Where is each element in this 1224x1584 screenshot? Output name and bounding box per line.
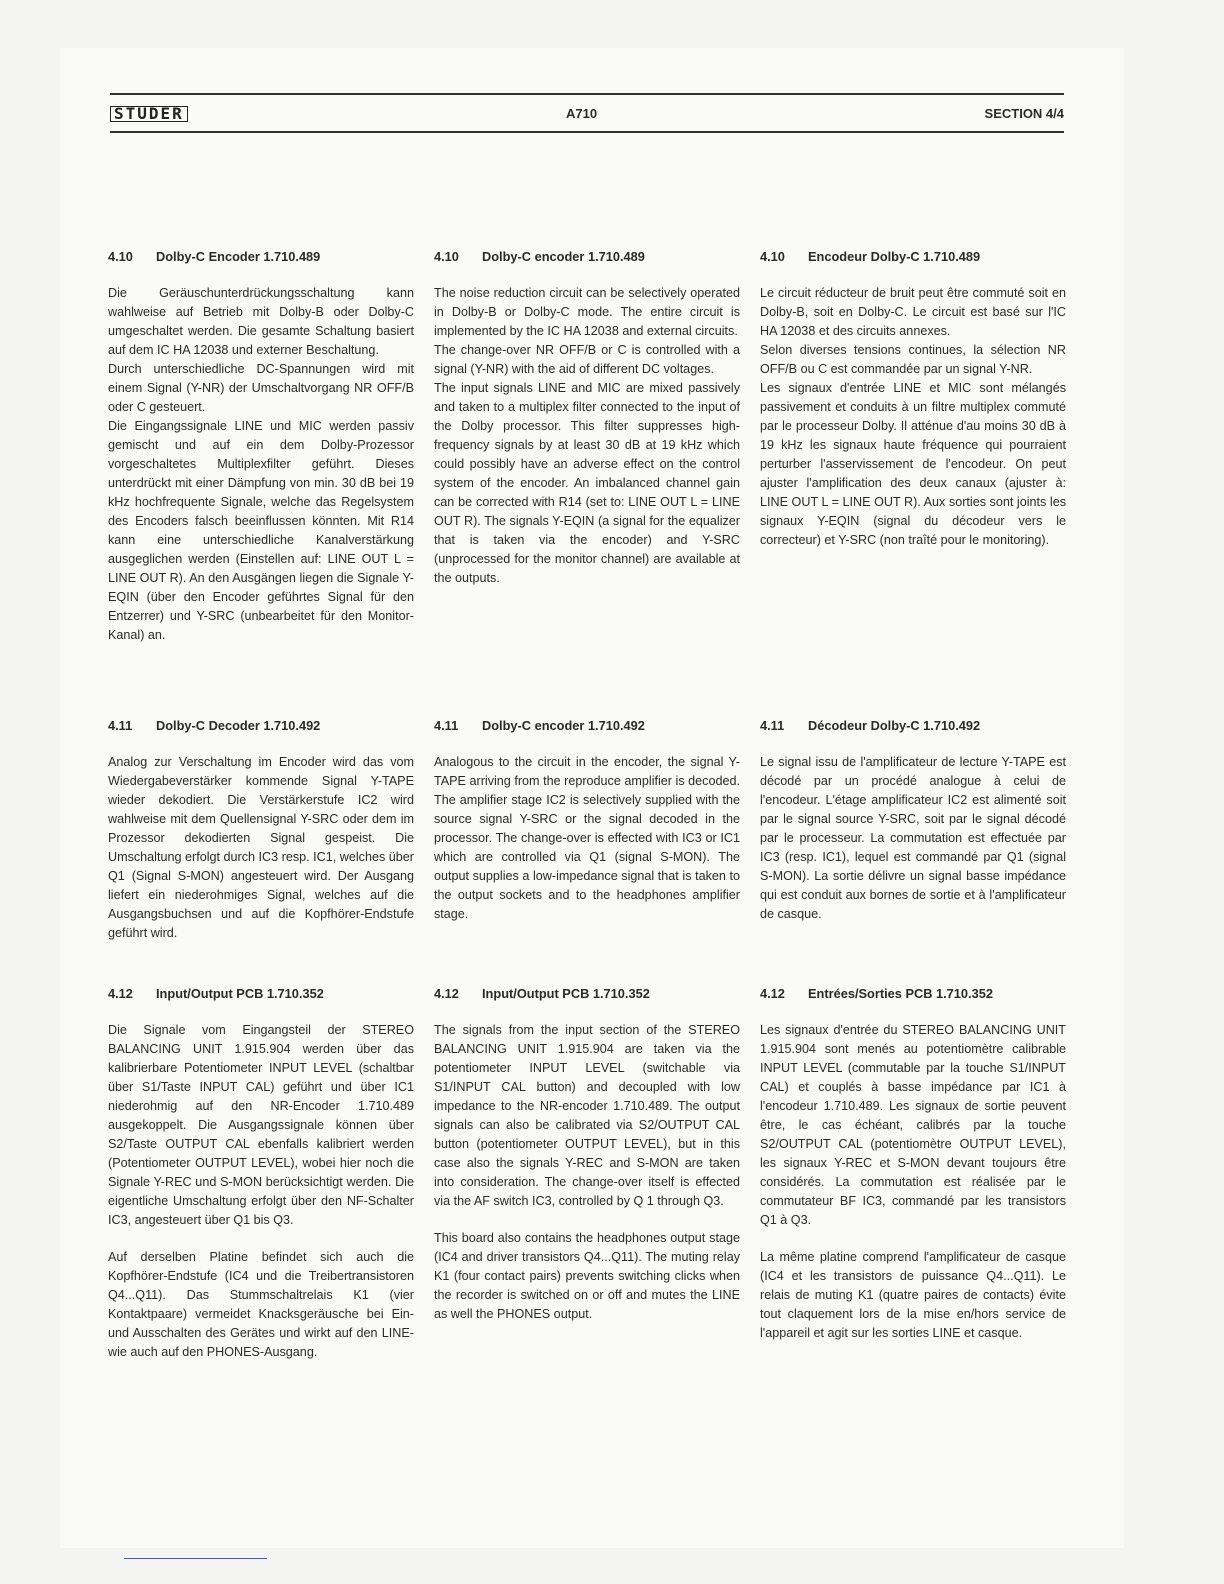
section-body [108,753,414,943]
section-4-10-fr [760,248,1066,550]
section-body [760,753,1066,924]
section-body [108,1021,414,1362]
section-body [434,284,740,588]
section-4-10-de [108,248,414,645]
section-4-12-de [108,985,414,1362]
section-heading: 4.12 Entrées/Sorties PCB 1.710.352 [760,986,993,1001]
model-label: A710 [566,106,598,121]
section-4-12-en [434,985,740,1324]
section-label: SECTION 4/4 [984,106,1064,121]
section-4-11-de [108,717,414,943]
paragraph: Die Signale vom Eingangsteil der STEREO BALANCING UNIT 1.915.904 werden über das kalibrierbare Potentiometer INPUT LEVEL (schaltbar über S1/Taste INPUT CAL) geführt und über IC1 niederohmig auf den NR-Encoder 1.710.489 ausgekoppelt. Die Ausgangssignale können über S2/Taste OUTPUT CAL ebenfalls kalibriert werden (Potentiometer OUTPUT LEVEL), wobei hier noch die Signale Y-REC und S-MON berücksichtigt werden. Die eigentliche Umschaltung erfolgt über den NF-Schalter IC3, angesteuert über Q1 bis Q3. [108,1023,414,1227]
header-rule-top [110,93,1064,95]
section-4-10-en [434,248,740,588]
section-body [434,753,740,924]
section-heading: 4.12 Input/Output PCB 1.710.352 [108,986,324,1001]
section-heading: 4.12 Input/Output PCB 1.710.352 [434,986,650,1001]
section-4-12-fr [760,985,1066,1343]
paragraph: La même platine comprend l'amplificateur de casque (IC4 et les transistors de puissance Q4...Q11). Le relais de muting K1 (quatre paires de contacts) évite tout claquement lors de la mise en/hors service de l'appareil et agit sur les sorties LINE et casque. [760,1250,1066,1340]
section-heading: 4.10 Dolby-C Encoder 1.710.489 [108,249,321,264]
paragraph: Analog zur Verschaltung im Encoder wird das vom Wiedergabeverstärker kommende Signal Y-TAPE wieder dekodiert. Die Verstärkerstufe IC2 wird wahlweise mit dem Quellensignal Y-SRC oder dem im Prozessor dekodierten Signal gespeist. Die Umschaltung erfolgt durch IC3 resp. IC1, welches über Q1 (Signal S-MON) angesteuert wird. Der Ausgang liefert ein niederohmiges Signal, welches auf die Ausgangsbuchsen und auf die Kopfhörer-Endstufe geführt wird. [108,755,414,940]
paragraph: Le circuit réducteur de bruit peut être commuté soit en Dolby-B, soit en Dolby-C. Le circuit est basé sur l'IC HA 12038 et des circuits annexes. [760,286,1066,338]
paragraph: Analogous to the circuit in the encoder, the signal Y-TAPE arriving from the reproduce amplifier is decoded. The amplifier stage IC2 is selectively supplied with the source signal Y-SRC or the signal decoded in the processor. The change-over is effected with IC3 or IC1 which are controlled via Q1 (signal S-MON). The output supplies a low-impedance signal that is taken to the output sockets and to the headphones amplifier stage. [434,755,740,921]
paragraph: The noise reduction circuit can be selectively operated in Dolby-B or Dolby-C mode. The entire circuit is implemented by the IC HA 12038 and external circuits. [434,286,740,338]
paragraph: The input signals LINE and MIC are mixed passively and taken to a multiplex filter connected to the input of the Dolby processor. This filter suppresses high-frequency signals by at least 30 dB at 19 kHz which could possibly have an adverse effect on the control system of the encoder. An imbalanced channel gain can be corrected with R14 (set to: LINE OUT L = LINE OUT R). The signals Y-EQIN (a signal for the equalizer that is taken via the encoder) and Y-SRC (unprocessed for the monitor channel) are available at the outputs. [434,381,740,585]
paragraph: Le signal issu de l'amplificateur de lecture Y-TAPE est décodé par un procédé analogue à celui de l'encodeur. L'étage amplificateur IC2 est alimenté soit par le signal source Y-SRC, soit par le signal décodé par le processeur. La commutation est effectuée par IC3 (resp. IC1), lequel est commandé par Q1 (signal S-MON). La sortie délivre un signal basse impédance qui est conduit aux bornes de sortie et à l'amplificateur de casque. [760,755,1066,921]
section-body [760,284,1066,550]
section-heading: 4.10 Encodeur Dolby-C 1.710.489 [760,249,981,264]
section-heading: 4.11 Dolby-C Decoder 1.710.492 [108,718,321,733]
header-rule-bottom [110,131,1064,133]
section-heading: 4.11 Décodeur Dolby-C 1.710.492 [760,718,981,733]
footnote-rule [124,1558,267,1559]
section-body [108,284,414,645]
paragraph: Durch unterschiedliche DC-Spannungen wird mit einem Signal (Y-NR) der Umschaltvorgang NR OFF/B oder C gesteuert. [108,362,414,414]
paragraph: The change-over NR OFF/B or C is controlled with a signal (Y-NR) with the aid of different DC voltages. [434,343,740,376]
paragraph: Auf derselben Platine befindet sich auch die Kopfhörer-Endstufe (IC4 und die Treibertransistoren Q4...Q11). Das Stummschaltrelais K1 (vier Kontaktpaare) vermeidet Knacksgeräusche bei Ein- und Ausschalten des Gerätes und wirkt auf den LINE- wie auch auf den PHONES-Ausgang. [108,1250,414,1359]
paragraph: Les signaux d'entrée du STEREO BALANCING UNIT 1.915.904 sont menés au potentiomètre calibrable INPUT LEVEL (commutable par la touche S1/INPUT CAL) et couplés à basse impédance par IC1 à l'encodeur 1.710.489. Les signaux de sortie peuvent être, le cas échéant, calibrés par la touche S2/OUTPUT CAL (potentiomètre OUTPUT LEVEL), les signaux Y-REC et S-MON devant toujours être considérés. La commutation est réalisée par le commutateur BF IC3, commandé par les transistors Q1 à Q3. [760,1023,1066,1227]
paragraph: Les signaux d'entrée LINE et MIC sont mélangés passivement et conduits à un filtre multiplex commuté par le processeur Dolby. Il atténue d'au moins 30 dB à 19 kHz les signaux haute fréquence qui pourraient perturber l'asservissement de l'encodeur. On peut ajuster l'amplification des deux canaux (ajuster à: LINE OUT L = LINE OUT R). Aux sorties sont joints les signaux Y-EQIN (signal du décodeur vers le correcteur) et Y-SRC (non traîté pour le monitoring). [760,381,1066,547]
paragraph: Die Eingangssignale LINE und MIC werden passiv gemischt und auf ein dem Dolby-Prozessor vorgeschaltetes Multiplexfilter geführt. Dieses unterdrückt mit einer Dämpfung von min. 30 dB bei 19 kHz hochfrequente Signale, welche das Regelsystem des Encoders falsch beeinflussen könnten. Mit R14 kann eine unterschiedliche Kanalverstärkung ausgeglichen werden (Einstellen auf: LINE OUT L = LINE OUT R). An den Ausgängen liegen die Signale Y-EQIN (über den Encoder geführtes Signal für den Entzerrer) und Y-SRC (unbearbeitet für den Monitor-Kanal) an. [108,419,414,642]
section-body [760,1021,1066,1343]
section-heading: 4.10 Dolby-C encoder 1.710.489 [434,249,645,264]
paragraph: Selon diverses tensions continues, la sélection NR OFF/B ou C est commandée par un signal Y-NR. [760,343,1066,376]
section-4-11-en [434,717,740,924]
paragraph: This board also contains the headphones output stage (IC4 and driver transistors Q4...Q11). The muting relay K1 (four contact pairs) prevents switching clicks when the recorder is switched on or off and mutes the LINE as well the PHONES output. [434,1231,740,1321]
section-heading: 4.11 Dolby-C encoder 1.710.492 [434,718,645,733]
studer-logo: STUDER [110,104,188,123]
section-body [434,1021,740,1324]
paragraph: The signals from the input section of the STEREO BALANCING UNIT 1.915.904 are taken via the potentiometer INPUT LEVEL (switchable via S1/INPUT CAL button) and decoupled with low impedance to the NR-encoder 1.710.489. The output signals can also be calibrated via S2/OUTPUT CAL button (potentiometer OUTPUT LEVEL), but in this case also the signals Y-REC and S-MON are taken into consideration. The change-over itself is effected via the AF switch IC3, controlled by Q 1 through Q3. [434,1023,740,1208]
paragraph: Die Geräuschunterdrückungsschaltung kann wahlweise auf Betrieb mit Dolby-B oder Dolby-C umgeschaltet werden. Die gesamte Schaltung basiert auf dem IC HA 12038 und externer Beschaltung. [108,286,414,357]
section-4-11-fr [760,717,1066,924]
